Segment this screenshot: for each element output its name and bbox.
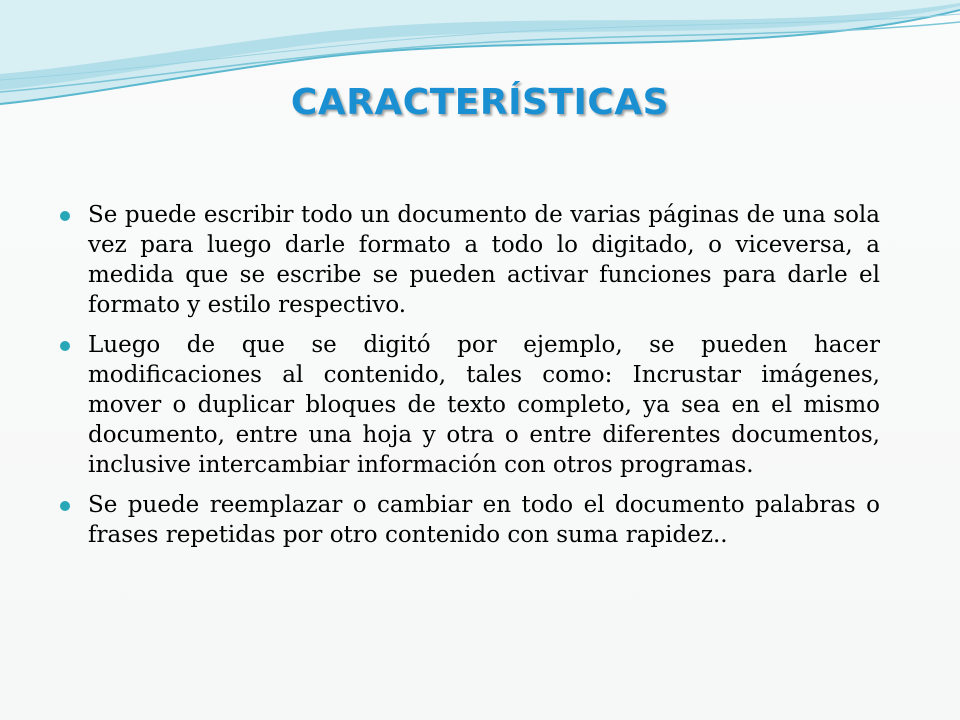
bullet-text: Se puede reemplazar o cambiar en todo el documento palabras o frases repetidas por otro contenido con suma rapidez.. [88, 492, 880, 548]
bullet-list [60, 200, 880, 560]
bullet-item [60, 330, 880, 480]
bullet-icon [60, 501, 70, 511]
bullet-icon [60, 211, 70, 221]
slide-title: CARACTERÍSTICAS [290, 82, 670, 123]
bullet-text: Luego de que se digitó por ejemplo, se pueden hacer modificaciones al contenido, tales como: Incrustar imágenes, mover o duplicar bloques de texto completo, ya sea en el mismo documento, entre una hoja y otra o entre diferentes documentos, inclusive intercambiar información con otros programas. [88, 332, 880, 478]
bullet-icon [60, 341, 70, 351]
bullet-item [60, 200, 880, 320]
bullet-item [60, 490, 880, 550]
bullet-text: Se puede escribir todo un documento de varias páginas de una sola vez para luego darle formato a todo lo digitado, o viceversa, a medida que se escribe se pueden activar funciones para darle el formato y estilo respectivo. [88, 202, 880, 318]
